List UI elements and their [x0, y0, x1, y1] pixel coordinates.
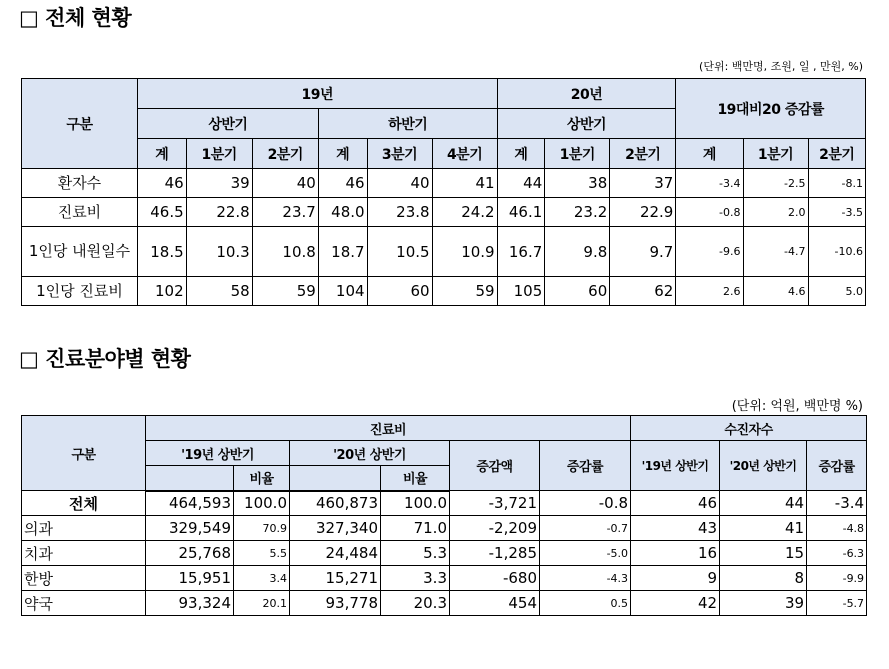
header-cost: 진료비 — [146, 416, 631, 441]
header-first-half-20: 상반기 — [497, 109, 676, 139]
section1-unit: (단위: 백만명, 조원, 일 , 만원, %) — [699, 60, 863, 73]
header-col: 1분기 — [743, 139, 808, 169]
cell: -2.5 — [743, 169, 808, 198]
cell: -9.9 — [807, 566, 867, 591]
cell: 46 — [318, 169, 367, 198]
cell: -3,721 — [450, 491, 540, 516]
table-row — [22, 169, 866, 198]
row-label: 한방 — [22, 566, 146, 591]
cell: 10.8 — [252, 227, 318, 277]
cell: -3.4 — [807, 491, 867, 516]
cell: 62 — [610, 277, 676, 306]
cell: 3.4 — [234, 566, 290, 591]
table-row — [22, 541, 867, 566]
table-row — [22, 591, 867, 616]
cell: 39 — [720, 591, 807, 616]
cell: 104 — [318, 277, 367, 306]
header-col: 2분기 — [808, 139, 866, 169]
cell: -5.0 — [540, 541, 631, 566]
cell: 10.3 — [186, 227, 252, 277]
cell: 93,324 — [146, 591, 234, 616]
cell: -4.8 — [807, 516, 867, 541]
cell: -0.8 — [540, 491, 631, 516]
header-col: 1분기 — [545, 139, 610, 169]
header-col: 2분기 — [610, 139, 676, 169]
cell: 43 — [631, 516, 720, 541]
cell: -9.6 — [676, 227, 743, 277]
header-rate: 증감률 — [540, 441, 631, 491]
table-row — [22, 198, 866, 227]
cell: 23.7 — [252, 198, 318, 227]
table-row — [22, 227, 866, 277]
cell: 60 — [545, 277, 610, 306]
cell: 38 — [545, 169, 610, 198]
cell: 100.0 — [381, 491, 450, 516]
header-p19: '19년 상반기 — [631, 441, 720, 491]
cell: 23.2 — [545, 198, 610, 227]
row-label: 1인당 진료비 — [22, 277, 138, 306]
cell: 25,768 — [146, 541, 234, 566]
header-blank — [146, 466, 234, 491]
cell: 454 — [450, 591, 540, 616]
cell: -10.6 — [808, 227, 866, 277]
cell: -4.3 — [540, 566, 631, 591]
cell: 0.5 — [540, 591, 631, 616]
cell: 24,484 — [290, 541, 381, 566]
header-col: 계 — [497, 139, 545, 169]
cell: 329,549 — [146, 516, 234, 541]
cell: -3.5 — [808, 198, 866, 227]
header-patients: 수진자수 — [631, 416, 867, 441]
cell: 41 — [720, 516, 807, 541]
header-col: 계 — [676, 139, 743, 169]
cell: -0.8 — [676, 198, 743, 227]
row-label: 환자수 — [22, 169, 138, 198]
cell: 60 — [367, 277, 432, 306]
cell: 46 — [137, 169, 186, 198]
header-col: 계 — [137, 139, 186, 169]
table-row — [22, 516, 867, 541]
cell: 9.8 — [545, 227, 610, 277]
section2-unit: (단위: 억원, 백만명 %) — [731, 399, 863, 414]
header-year-19: 19년 — [137, 79, 497, 109]
cell: -4.7 — [743, 227, 808, 277]
cell: 46.1 — [497, 198, 545, 227]
header-year-20: 20년 — [497, 79, 676, 109]
cell: 4.6 — [743, 277, 808, 306]
header-h19: '19년 상반기 — [146, 441, 290, 466]
cell: 40 — [367, 169, 432, 198]
cell: 2.6 — [676, 277, 743, 306]
header-col: 3분기 — [367, 139, 432, 169]
row-label: 약국 — [22, 591, 146, 616]
cell: 44 — [720, 491, 807, 516]
cell: 59 — [432, 277, 497, 306]
header-h20: '20년 상반기 — [290, 441, 450, 466]
header-gubun: 구분 — [22, 79, 138, 169]
header-col: 1분기 — [186, 139, 252, 169]
cell: 48.0 — [318, 198, 367, 227]
cell: 102 — [137, 277, 186, 306]
cell: 46 — [631, 491, 720, 516]
cell: 20.3 — [381, 591, 450, 616]
header-first-half-19: 상반기 — [137, 109, 318, 139]
header-col: 계 — [318, 139, 367, 169]
cell: 9 — [631, 566, 720, 591]
cell: -680 — [450, 566, 540, 591]
cell: 5.0 — [808, 277, 866, 306]
cell: 15,271 — [290, 566, 381, 591]
header-col: 4분기 — [432, 139, 497, 169]
header-second-half-19: 하반기 — [318, 109, 497, 139]
overall-status-table — [21, 78, 866, 306]
cell: 105 — [497, 277, 545, 306]
cell: 5.5 — [234, 541, 290, 566]
cell: 460,873 — [290, 491, 381, 516]
row-label: 치과 — [22, 541, 146, 566]
cell: 23.8 — [367, 198, 432, 227]
table-row — [22, 491, 867, 516]
cell: 15 — [720, 541, 807, 566]
cell: 18.5 — [137, 227, 186, 277]
cell: 3.3 — [381, 566, 450, 591]
cell: 16.7 — [497, 227, 545, 277]
header-ratio: 비율 — [234, 466, 290, 491]
cell: 2.0 — [743, 198, 808, 227]
header-prate: 증감률 — [807, 441, 867, 491]
cell: 327,340 — [290, 516, 381, 541]
cell: 58 — [186, 277, 252, 306]
cell: 40 — [252, 169, 318, 198]
cell: 37 — [610, 169, 676, 198]
table-row — [22, 277, 866, 306]
cell: 9.7 — [610, 227, 676, 277]
cell: 22.9 — [610, 198, 676, 227]
cell: 10.9 — [432, 227, 497, 277]
cell: 100.0 — [234, 491, 290, 516]
row-label: 전체 — [22, 491, 146, 516]
row-label: 의과 — [22, 516, 146, 541]
cell: 22.8 — [186, 198, 252, 227]
cell: -8.1 — [808, 169, 866, 198]
cell: 8 — [720, 566, 807, 591]
header-diff: 증감액 — [450, 441, 540, 491]
header-gubun: 구분 — [22, 416, 146, 491]
header-rate: 19대비20 증감률 — [676, 79, 866, 139]
cell: 24.2 — [432, 198, 497, 227]
cell: 39 — [186, 169, 252, 198]
cell: 20.1 — [234, 591, 290, 616]
header-blank — [290, 466, 381, 491]
cell: 5.3 — [381, 541, 450, 566]
section1-title: □ 전체 현황 — [19, 6, 132, 30]
row-label: 진료비 — [22, 198, 138, 227]
cell: 41 — [432, 169, 497, 198]
cell: -2,209 — [450, 516, 540, 541]
cell: 71.0 — [381, 516, 450, 541]
cell: 464,593 — [146, 491, 234, 516]
field-status-table — [21, 415, 867, 616]
cell: 93,778 — [290, 591, 381, 616]
cell: 16 — [631, 541, 720, 566]
section2-title: □ 진료분야별 현황 — [19, 347, 191, 371]
cell: -0.7 — [540, 516, 631, 541]
cell: 70.9 — [234, 516, 290, 541]
cell: 59 — [252, 277, 318, 306]
cell: 46.5 — [137, 198, 186, 227]
cell: -6.3 — [807, 541, 867, 566]
cell: 10.5 — [367, 227, 432, 277]
table-row — [22, 566, 867, 591]
header-col: 2분기 — [252, 139, 318, 169]
cell: 42 — [631, 591, 720, 616]
cell: -3.4 — [676, 169, 743, 198]
cell: 18.7 — [318, 227, 367, 277]
cell: 44 — [497, 169, 545, 198]
header-ratio: 비율 — [381, 466, 450, 491]
header-p20: '20년 상반기 — [720, 441, 807, 491]
cell: -5.7 — [807, 591, 867, 616]
cell: -1,285 — [450, 541, 540, 566]
cell: 15,951 — [146, 566, 234, 591]
row-label: 1인당 내원일수 — [22, 227, 138, 277]
